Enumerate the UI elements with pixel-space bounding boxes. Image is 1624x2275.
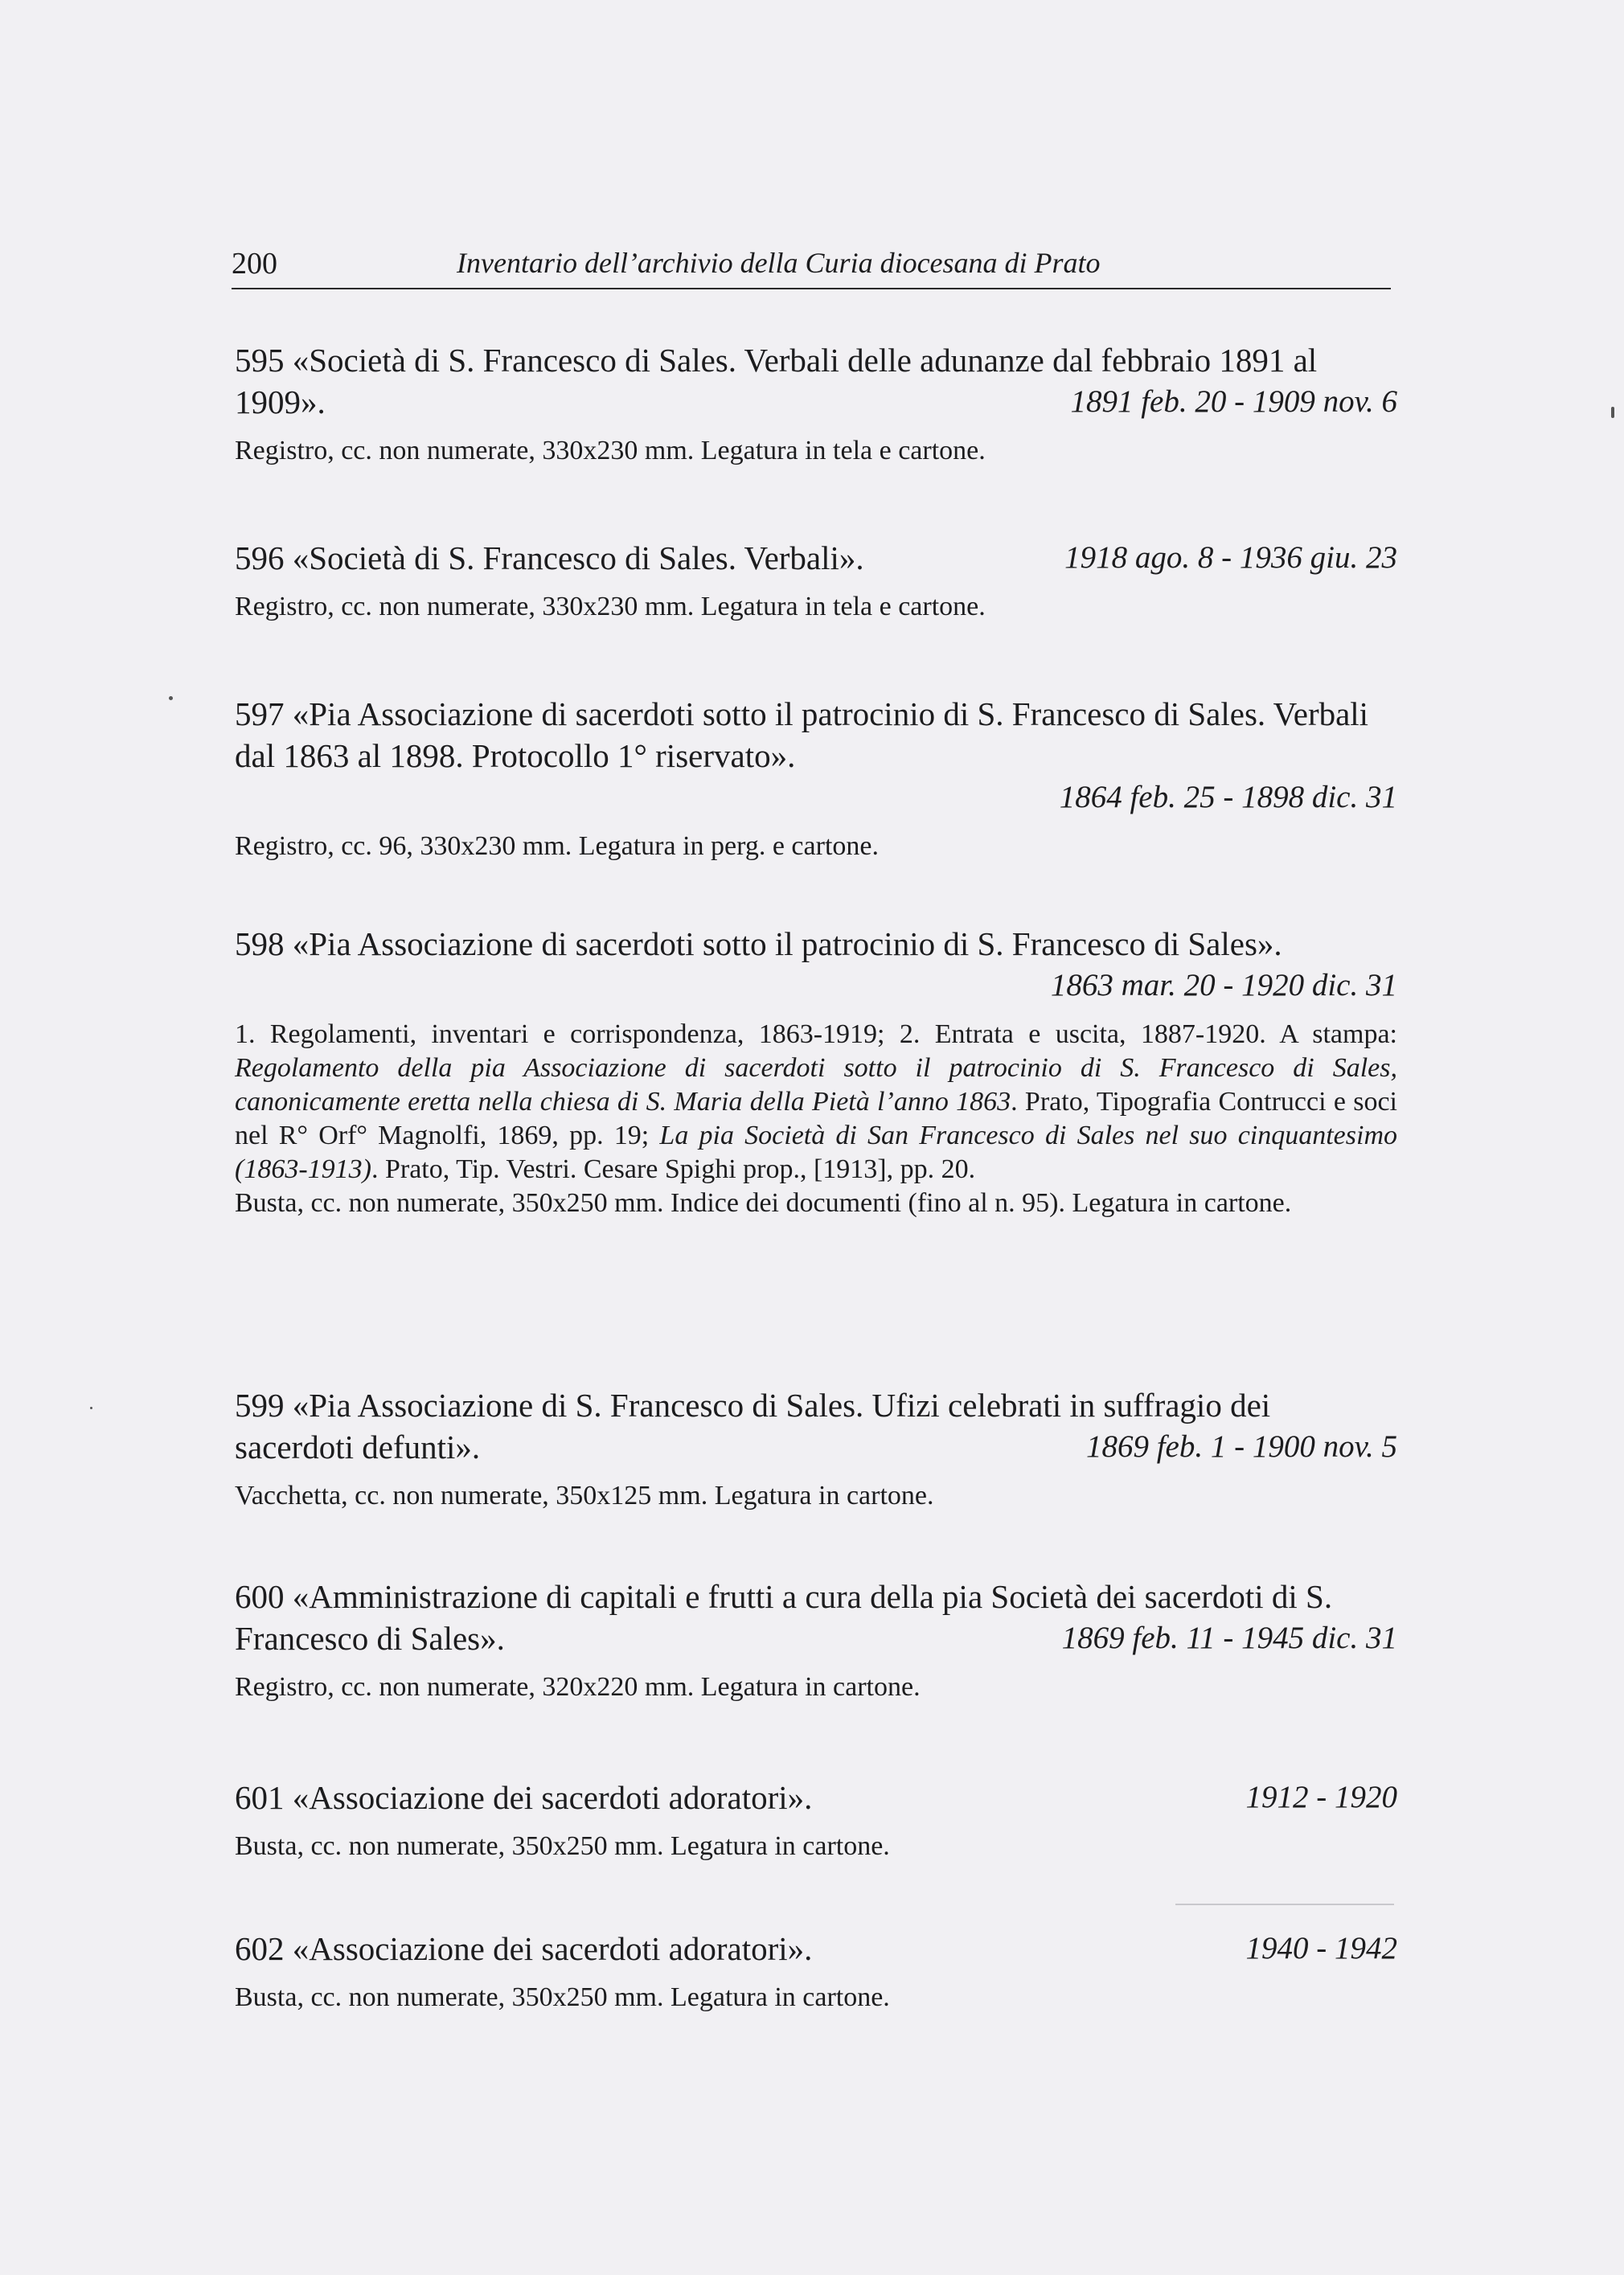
entry-description: Registro, cc. non numerate, 320x220 mm. Legatura in cartone. bbox=[235, 1672, 921, 1702]
entry-title: 600 «Amministrazione di capitali e frutti a cura della pia Società dei sacerdoti di S. Francesco di Sales». bbox=[235, 1578, 1333, 1657]
entry-description bbox=[235, 1018, 1397, 1220]
archive-entry-599 bbox=[235, 1384, 1397, 1513]
entry-title: 596 «Società di S. Francesco di Sales. Verbali». bbox=[235, 539, 864, 576]
desc-italic-title: La pia Società di San Francesco di Sales nel suo cinquantesimo (1863-1913) bbox=[235, 1121, 1397, 1184]
speck-mark bbox=[90, 1407, 92, 1409]
entry-title: 599 «Pia Associazione di S. Francesco di Sales. Ufizi celebrati in suffragio dei sacerdoti defunti». bbox=[235, 1387, 1271, 1465]
entry-description: Busta, cc. non numerate, 350x250 mm. Legatura in cartone. bbox=[235, 1831, 890, 1861]
edge-mark bbox=[1611, 407, 1614, 418]
desc-text: . Prato, Tip. Vestri. Cesare Spighi prop., [1913], pp. 20. bbox=[371, 1154, 976, 1184]
archive-entry-598 bbox=[235, 923, 1397, 1220]
entry-dates: 1918 ago. 8 - 1936 giu. 23 bbox=[1064, 540, 1397, 575]
entry-dates: 1863 mar. 20 - 1920 dic. 31 bbox=[1050, 968, 1397, 1002]
archive-entry-601 bbox=[235, 1777, 1397, 1863]
archive-entry-595 bbox=[235, 339, 1397, 468]
entry-dates: 1869 feb. 1 - 1900 nov. 5 bbox=[1085, 1429, 1397, 1464]
entry-description: Busta, cc. non numerate, 350x250 mm. Legatura in cartone. bbox=[235, 1982, 890, 2012]
archive-entry-600 bbox=[235, 1576, 1397, 1704]
page-number: 200 bbox=[232, 247, 277, 281]
desc-text: 1. Regolamenti, inventari e corrispondenza, 1863-1919; 2. Entrata e uscita, 1887-1920. A stampa: bbox=[235, 1019, 1397, 1049]
entry-description: Registro, cc. 96, 330x230 mm. Legatura in perg. e cartone. bbox=[235, 831, 879, 861]
desc-text: . Prato, Tipografia Contrucci e soci nel R° Orf° Magnolfi, 1869, pp. 19; bbox=[235, 1087, 1397, 1150]
desc-italic-title: Regolamento della pia Associazione di sacerdoti sotto il patrocinio di S. Francesco di Sales, canonicamente eretta nella chiesa di S. Maria della Pietà l’anno 1863 bbox=[235, 1053, 1397, 1117]
speck-mark bbox=[169, 696, 173, 700]
faint-rule bbox=[1175, 1904, 1394, 1905]
running-title: Inventario dell’archivio della Curia diocesana di Prato bbox=[457, 247, 1101, 279]
entry-title: 597 «Pia Associazione di sacerdoti sotto il patrocinio di S. Francesco di Sales. Verbali dal 1863 al 1898. Protocollo 1° riservato». bbox=[235, 695, 1369, 774]
archive-entry-596 bbox=[235, 537, 1397, 624]
entry-description: Registro, cc. non numerate, 330x230 mm. Legatura in tela e cartone. bbox=[235, 436, 986, 465]
entry-description: Vacchetta, cc. non numerate, 350x125 mm. Legatura in cartone. bbox=[235, 1481, 934, 1511]
desc-physical: Busta, cc. non numerate, 350x250 mm. Indice dei documenti (fino al n. 95). Legatura in cartone. bbox=[235, 1188, 1292, 1218]
entry-title: 601 «Associazione dei sacerdoti adoratori». bbox=[235, 1779, 813, 1816]
entry-dates: 1891 feb. 20 - 1909 nov. 6 bbox=[1070, 384, 1397, 419]
entry-title: 598 «Pia Associazione di sacerdoti sotto il patrocinio di S. Francesco di Sales». bbox=[235, 925, 1282, 962]
entry-description: Registro, cc. non numerate, 330x230 mm. Legatura in tela e cartone. bbox=[235, 592, 986, 621]
entry-dates: 1864 feb. 25 - 1898 dic. 31 bbox=[1059, 780, 1397, 814]
entry-dates: 1912 - 1920 bbox=[1245, 1780, 1397, 1814]
entry-title: 595 «Società di S. Francesco di Sales. Verbali delle adunanze dal febbraio 1891 al 1909». bbox=[235, 342, 1318, 420]
entry-dates: 1869 feb. 11 - 1945 dic. 31 bbox=[1061, 1621, 1397, 1655]
entry-title: 602 «Associazione dei sacerdoti adoratori». bbox=[235, 1930, 813, 1967]
archive-entry-602 bbox=[235, 1928, 1397, 2015]
archive-entry-597 bbox=[235, 693, 1397, 863]
entry-dates: 1940 - 1942 bbox=[1245, 1931, 1397, 1966]
page-header bbox=[232, 246, 1391, 289]
